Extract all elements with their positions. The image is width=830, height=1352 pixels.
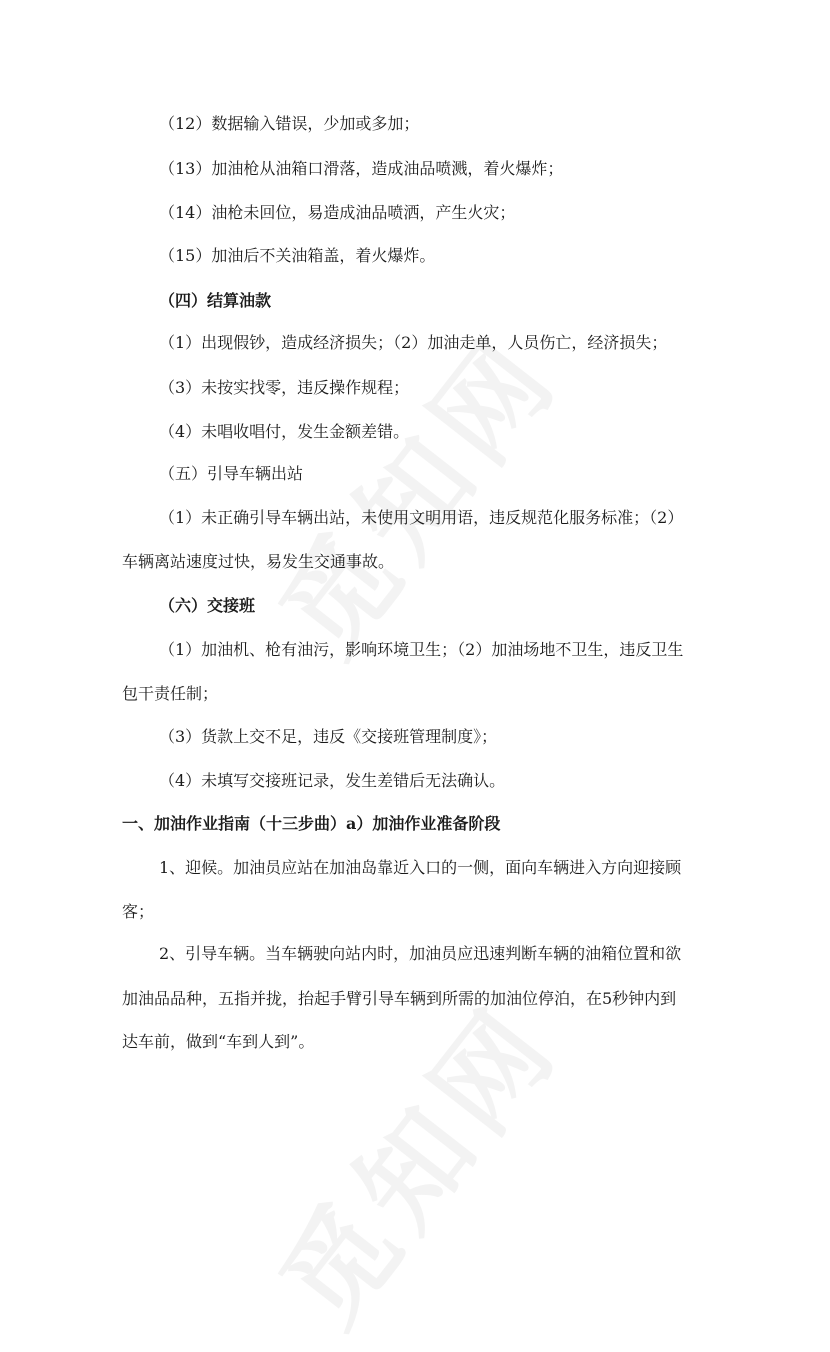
chapter-heading-refuel-guide: 一、加油作业指南（十三步曲）a）加油作业准备阶段 <box>122 814 501 833</box>
section-heading-shift-handover: （六）交接班 <box>159 596 256 615</box>
paragraph-line: 包干责任制； <box>122 684 219 703</box>
paragraph-line: （3）未按实找零，违反操作规程； <box>159 378 410 397</box>
list-item-15: （15）加油后不关油箱盖，着火爆炸。 <box>159 246 436 265</box>
paragraph-line: （1）未正确引导车辆出站，未使用文明用语，违反规范化服务标准；（2） <box>159 508 684 527</box>
watermark-top <box>238 296 588 682</box>
paragraph-line: 客； <box>122 902 155 921</box>
section-heading-settle-payment: （四）结算油款 <box>159 291 272 310</box>
paragraph-line: 2、引导车辆。当车辆驶向站内时，加油员应迅速判断车辆的油箱位置和欲 <box>159 944 682 963</box>
list-item-12: （12）数据输入错误，少加或多加； <box>159 114 420 133</box>
watermark-bottom <box>238 966 588 1352</box>
paragraph-line: 车辆离站速度过快，易发生交通事故。 <box>122 552 395 571</box>
paragraph-line: 加油品品种，五指并拢，抬起手臂引导车辆到所需的加油位停泊，在5秒钟内到 <box>122 989 677 1008</box>
paragraph-line: （4）未填写交接班记录，发生差错后无法确认。 <box>159 771 506 790</box>
paragraph-line: （1）出现假钞，造成经济损失；（2）加油走单，人员伤亡，经济损失； <box>159 333 668 352</box>
paragraph-line: （1）加油机、枪有油污，影响环境卫生；（2）加油场地不卫生，违反卫生 <box>159 640 684 659</box>
list-item-14: （14）油枪未回位，易造成油品喷洒，产生火灾； <box>159 203 516 222</box>
paragraph-line: （3）货款上交不足，违反《交接班管理制度》； <box>159 727 498 746</box>
paragraph-line: 1、迎候。加油员应站在加油岛靠近入口的一侧，面向车辆进入方向迎接顾 <box>159 858 682 877</box>
paragraph-line: 达车前，做到“车到人到”。 <box>122 1032 315 1051</box>
list-item-13: （13）加油枪从油箱口滑落，造成油品喷溅，着火爆炸； <box>159 159 564 178</box>
section-heading-guide-out: （五）引导车辆出站 <box>159 464 304 483</box>
paragraph-line: （4）未唱收唱付，发生金额差错。 <box>159 422 410 441</box>
